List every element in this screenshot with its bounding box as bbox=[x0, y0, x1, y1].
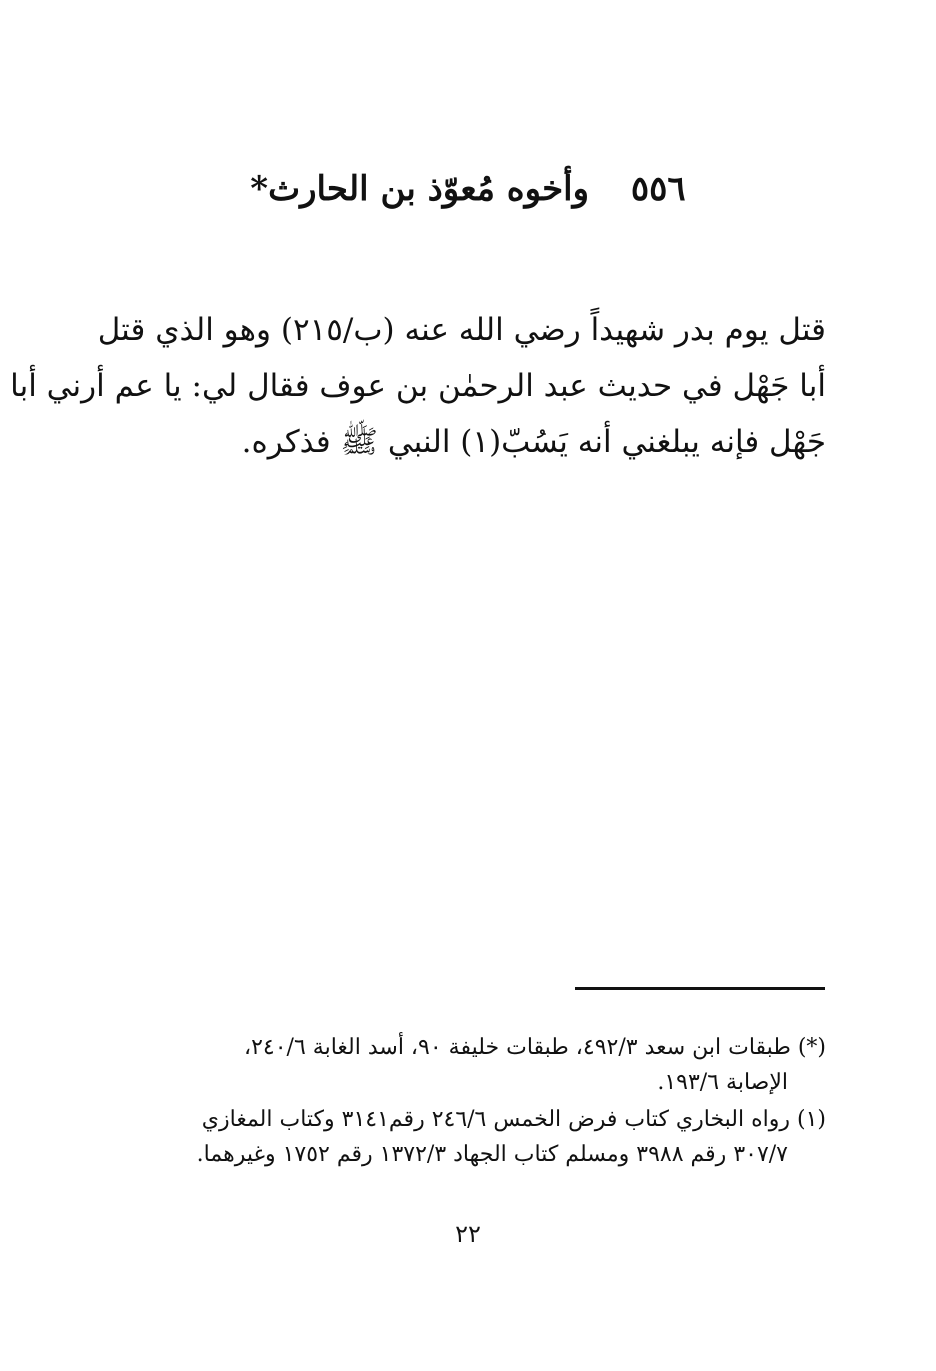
footnote-1 bbox=[139, 1102, 826, 1172]
body-line: قتل يوم بدر شهيداً رضي الله عنه (ب/٢١٥) وهو الذي قتل bbox=[97, 312, 826, 348]
footnotes bbox=[139, 1030, 826, 1174]
body-line: أبا جَهْل في حديث عبد الرحمٰن بن عوف فقال لي: يا عم أرني أبا bbox=[10, 368, 826, 404]
entry-number: ٥٥٦ bbox=[630, 168, 686, 209]
footnote-separator bbox=[575, 987, 825, 990]
footnote-line: (١) رواه البخاري كتاب فرض الخمس ٢٤٦/٦ رقم٣١٤١ وكتاب المغازي bbox=[201, 1107, 826, 1132]
body-paragraph bbox=[10, 302, 826, 470]
entry-heading bbox=[0, 169, 936, 210]
footnote-line: (*) طبقات ابن سعد ٤٩٢/٣، طبقات خليفة ٩٠، أسد الغابة ٢٤٠/٦، bbox=[244, 1035, 826, 1060]
footnote-line: ٣٠٧/٧ رقم ٣٩٨٨ ومسلم كتاب الجهاد ١٣٧٢/٣ رقم ١٧٥٢ وغيرهما. bbox=[196, 1142, 788, 1167]
body-line: جَهْل فإنه يبلغني أنه يَسُبّ(١) النبي ﷺ فذكره. bbox=[241, 424, 826, 460]
entry-title: وأخوه مُعوّذ بن الحارث* bbox=[250, 168, 590, 209]
footnote-line: الإصابة ١٩٣/٦. bbox=[657, 1070, 788, 1095]
page-number: ٢٢ bbox=[455, 1220, 481, 1248]
footnote-sources bbox=[139, 1030, 826, 1100]
